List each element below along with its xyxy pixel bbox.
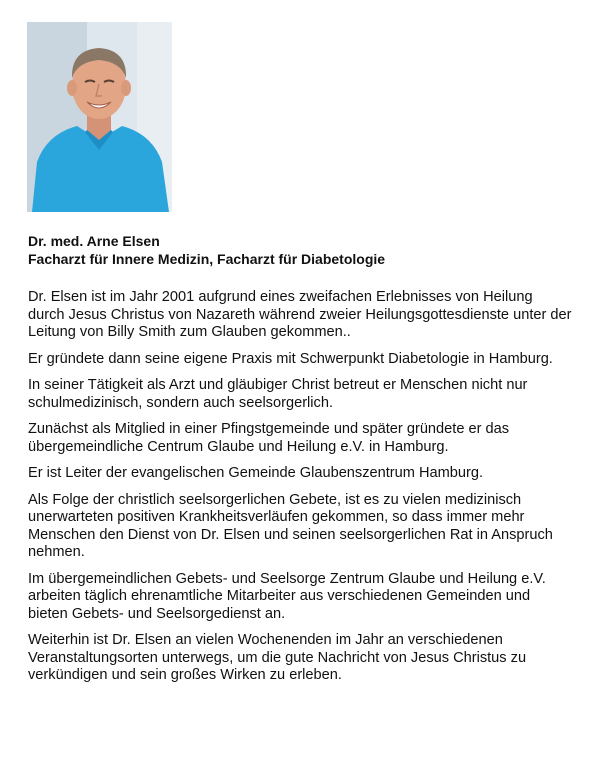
doctor-name: Dr. med. Arne Elsen [28, 233, 160, 249]
biography [28, 289, 573, 694]
bio-paragraph: Er gründete dann seine eigene Praxis mit Schwerpunkt Diabetologie in Hamburg. [28, 350, 553, 367]
bio-paragraph: Weiterhin ist Dr. Elsen an vielen Wochenenden im Jahr an verschiedenen Veranstaltungsorten unterwegs, um die gute Nachricht von Jesus Christus zu verkündigen und sein großes Wirken zu erleben. [28, 632, 527, 683]
bio-paragraph: Zunächst als Mitglied in einer Pfingstgemeinde und später gründete er das übergemeindliche Centrum Glaube und Heilung e.V. in Hamburg. [28, 421, 510, 455]
portrait-illustration [27, 22, 172, 212]
bio-paragraph: Im übergemeindlichen Gebets- und Seelsorge Zentrum Glaube und Heilung e.V. arbeiten täglich ehrenamtliche Mitarbeiter aus verschiedenen Gemeinden und bieten Gebets- und Seelsorgedienst an. [28, 570, 546, 622]
doctor-heading [28, 232, 573, 268]
portrait-photo [27, 22, 172, 212]
bio-paragraph: In seiner Tätigkeit als Arzt und gläubiger Christ betreut er Menschen nicht nur schulmedizinisch, sondern auch seelsorgerlich. [28, 377, 528, 411]
bio-paragraph: Dr. Elsen ist im Jahr 2001 aufgrund eines zweifachen Erlebnisses von Heilung durch Jesus Christus von Nazareth während zweier Heilungsgottesdienste unter der Leitung von Billy Smith zum Glauben gekommen.. [28, 289, 572, 340]
bio-paragraph: Er ist Leiter der evangelischen Gemeinde Glaubenszentrum Hamburg. [28, 465, 484, 481]
doctor-specialty: Facharzt für Innere Medizin, Facharzt für Diabetologie [28, 251, 386, 267]
bio-paragraph: Als Folge der christlich seelsorgerlichen Gebete, ist es zu vielen medizinisch unerwarteten positiven Krankheitsverläufen gekommen, so dass immer mehr Menschen den Dienst von Dr. Elsen und seinen seelsorgerlichen Rat in Anspruch nehmen. [28, 491, 553, 560]
